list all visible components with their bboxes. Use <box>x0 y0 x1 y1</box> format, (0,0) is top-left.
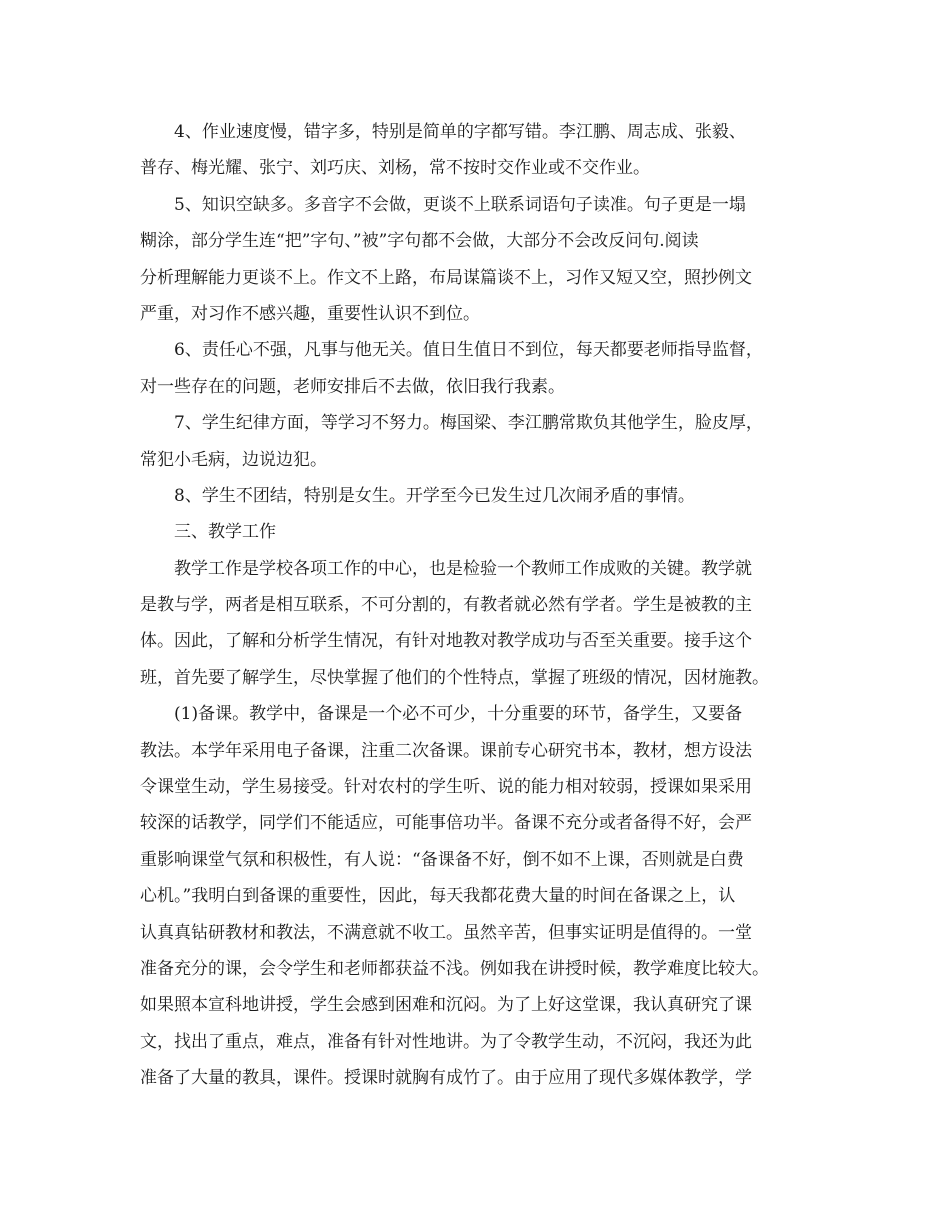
text-line: 重影响课堂气氛和积极性，有人说：“备课备不好，倒不如不上课，否则就是白费 <box>140 849 744 870</box>
text-line: 认真真钻研教材和教法，不满意就不收工。虽然辛苦，但事实证明是值得的。一堂 <box>140 922 752 943</box>
text-line: 教学工作是学校各项工作的中心，也是检验一个教师工作成败的关键。教学就 <box>174 558 752 579</box>
text-line: 4、作业速度慢，错字多，特别是简单的字都写错。李江鹏、周志成、张毅、 <box>174 122 746 142</box>
text-line: 糊涂，部分学生连“把”字句、”被”字句都不会做，大部分不会改反问句.阅读 <box>140 231 699 252</box>
text-line: 7、学生纪律方面，等学习不努力。梅国梁、李江鹏常欺负其他学生，脸皮厚， <box>174 413 763 434</box>
text-line: 体。因此，了解和分析学生情况，有针对地教对教学成功与否至关重要。接手这个 <box>140 631 752 652</box>
text-line: 5、知识空缺多。多音字不会做，更谈不上联系词语句子读准。句子更是一塌 <box>174 194 746 215</box>
text-line: 是教与学，两者是相互联系，不可分割的，有教者就必然有学者。学生是被教的主 <box>140 595 752 616</box>
text-line: 教法。本学年采用电子备课，注重二次备课。课前专心研究书本，教材，想方设法 <box>140 740 752 761</box>
text-line: 普存、梅光耀、张宁、刘巧庆、刘杨，常不按时交作业或不交作业。 <box>140 158 650 179</box>
text-line: 6、责任心不强，凡事与他无关。值日生值日不到位，每天都要老师指导监督， <box>174 340 763 361</box>
text-line: 严重，对习作不感兴趣，重要性认识不到位。 <box>140 303 480 324</box>
text-line: 对一些存在的问题，老师安排后不去做，依旧我行我素。 <box>140 376 565 397</box>
text-line: (1)备课。教学中，备课是一个必不可少，十分重要的环节，备学生，又要备 <box>174 704 743 725</box>
text-line: 文，找出了重点，难点，准备有针对性地讲。为了令教学生动，不沉闷，我还为此 <box>140 1031 752 1052</box>
text-line: 令课堂生动，学生易接受。针对农村的学生听、说的能力相对较弱，授课如果采用 <box>140 777 752 798</box>
text-line: 分析理解能力更谈不上。作文不上路，布局谋篇谈不上，习作又短又空，照抄例文 <box>140 267 752 288</box>
section-heading: 三、教学工作 <box>174 522 276 543</box>
text-line: 常犯小毛病，边说边犯。 <box>140 449 327 470</box>
text-line: 准备了大量的教具，课件。授课时就胸有成竹了。由于应用了现代多媒体教学，学 <box>140 1068 752 1089</box>
document-body <box>140 114 820 1097</box>
text-line: 心机。”我明白到备课的重要性，因此，每天我都花费大量的时间在备课之上，认 <box>140 886 736 907</box>
text-line: 准备充分的课，会令学生和老师都获益不浅。例如我在讲授时候，教学难度比较大。 <box>140 958 769 979</box>
text-line: 8、学生不团结，特别是女生。开学至今已发生过几次闹矛盾的事情。 <box>174 485 695 506</box>
text-line: 较深的话教学，同学们不能适应，可能事倍功半。备课不充分或者备得不好，会严 <box>140 813 752 834</box>
text-line: 如果照本宣科地讲授，学生会感到困难和沉闷。为了上好这堂课，我认真研究了课 <box>140 995 752 1016</box>
text-line: 班，首先要了解学生，尽快掌握了他们的个性特点，掌握了班级的情况，因材施教。 <box>140 667 769 688</box>
